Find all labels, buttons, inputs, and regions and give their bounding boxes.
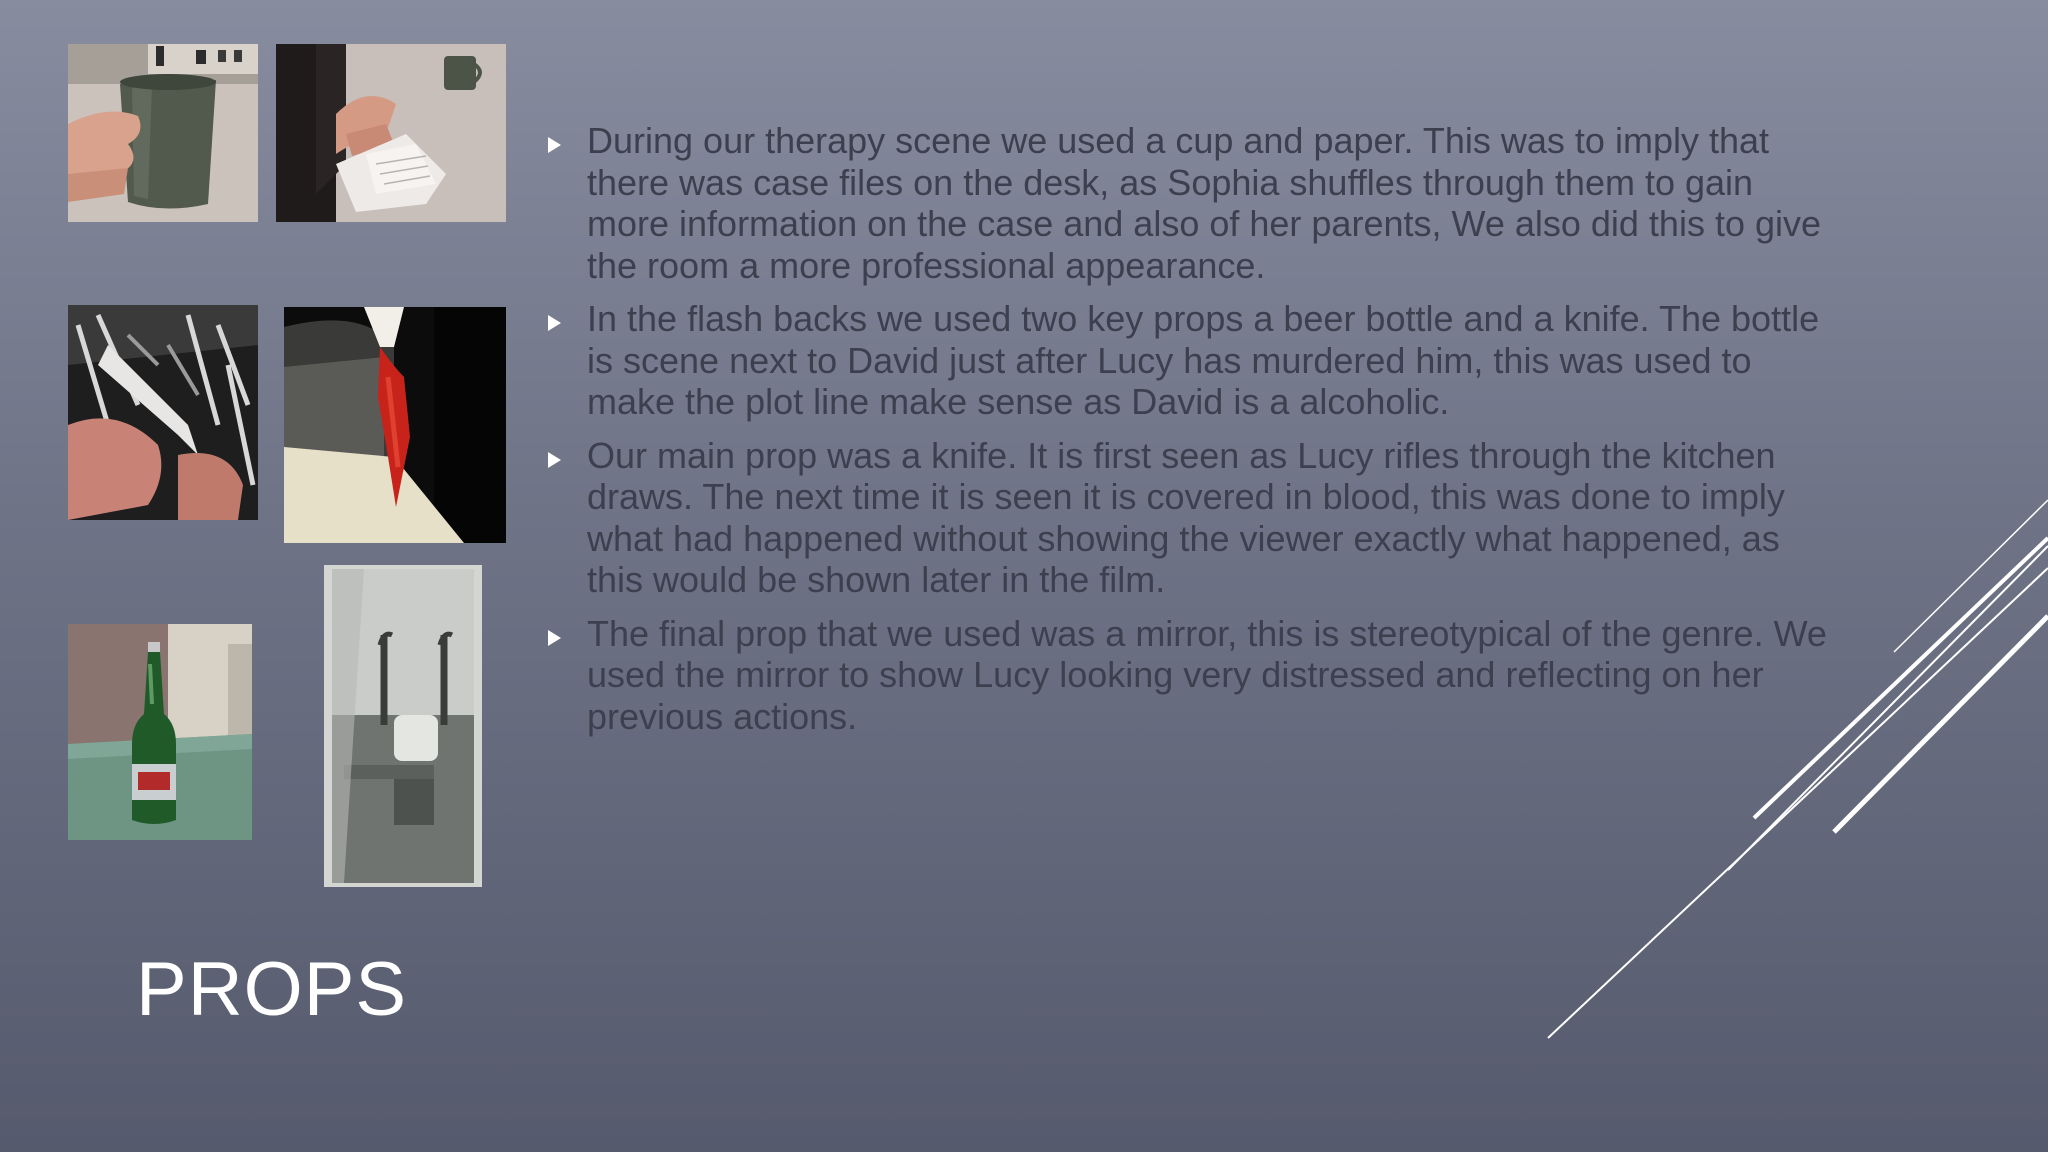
photo-kitchen-drawer-knife	[68, 305, 258, 520]
bullet-text: In the flash backs we used two key props a beer bottle and a knife. The bottle is scene next to David just after Lucy has murdered him, this was used to make the plot line make sense as David is a alcoholic.	[587, 298, 1820, 422]
photo-beer-bottle	[68, 624, 252, 840]
photo-papers-and-mug	[276, 44, 506, 222]
bullet-text: During our therapy scene we used a cup and paper. This was to imply that there was case files on the desk, as Sophia shuffles through them to gain more information on the case and also of her parents, We also did this to give the room a more professional appearance.	[587, 120, 1822, 286]
photo-bloody-knife	[284, 307, 506, 543]
bullet-item	[544, 120, 1844, 286]
bullet-text: Our main prop was a knife. It is first seen as Lucy rifles through the kitchen draws. The next time it is seen it is covered in blood, this was done to imply what had happened without showing the viewer exactly what happened, as this would be shown later in the film.	[587, 434, 1785, 600]
photo-bathroom-mirror	[324, 565, 482, 887]
triangle-bullet-icon	[548, 137, 561, 153]
photo-cup	[68, 44, 258, 222]
triangle-bullet-icon	[548, 452, 561, 468]
slide-title: PROPS	[136, 947, 408, 1032]
decorative-diagonal-lines	[1500, 460, 2048, 1060]
bullet-text: The final prop that we used was a mirror, this is stereotypical of the genre. We used the mirror to show Lucy looking very distressed and reflecting on her previous actions.	[587, 612, 1827, 737]
triangle-bullet-icon	[548, 315, 561, 331]
bullet-item	[544, 298, 1844, 423]
triangle-bullet-icon	[548, 630, 561, 646]
